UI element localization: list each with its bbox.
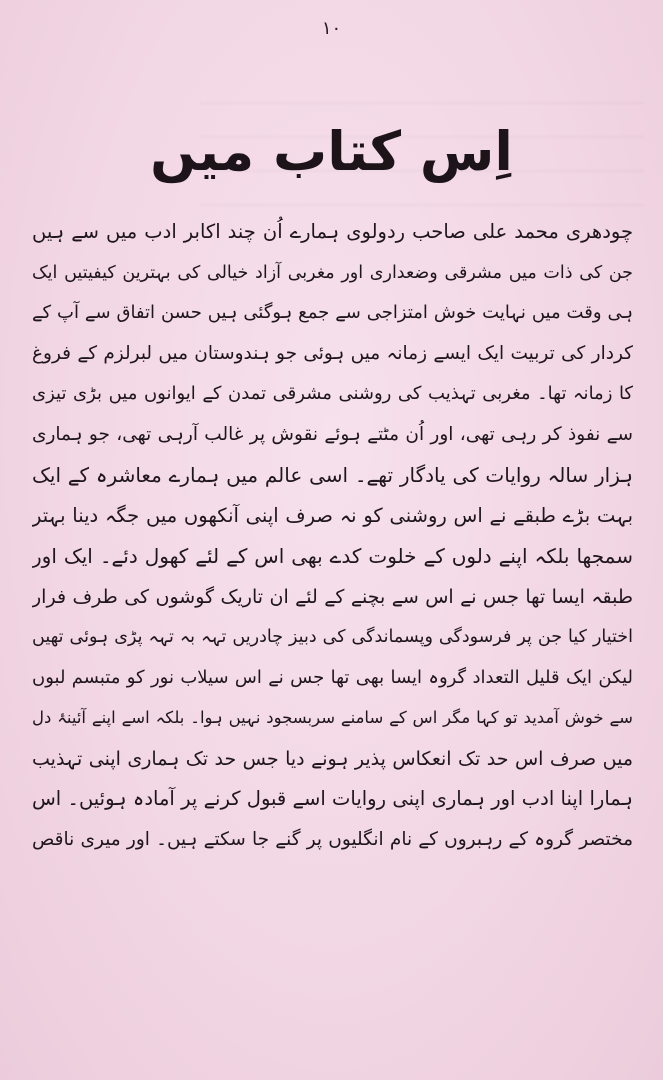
text-line: کا زمانہ تھا۔ مغربی تہذیب کی روشنی مشرقی تمدن کے ایوانوں میں بڑی تیزی <box>32 383 633 404</box>
text-line: لیکن ایک قلیل التعداد گروہ ایسا بھی تھا جس نے اس سیلاب نور کو متبسم لبوں <box>32 666 633 688</box>
text-line: سمجھا بلکہ اپنے دلوں کے خلوت کدے بھی اس کے لئے کھول دئے۔ ایک اور <box>32 544 633 568</box>
text-line: ہی وقت میں نہایت خوش امتزاجی سے جمع ہوگئی ہیں حسن اتفاق سے آپ کے <box>32 302 633 323</box>
page-title: اِس کتاب میں <box>150 120 513 183</box>
text-line: مختصر گروہ کے رہبروں کے نام انگلیوں پر گنے جا سکتے ہیں۔ اور میری ناقص <box>32 828 633 850</box>
text-line: میں صرف اس حد تک انعکاس پذیر ہونے دیا جس حد تک ہماری اپنی تہذیب <box>32 747 633 770</box>
text-line: طبقہ ایسا تھا جس نے اس سے بچنے کے لئے ان تاریک گوشوں کی طرف فرار <box>32 585 633 608</box>
body-paragraph <box>32 212 633 860</box>
text-line: ہمارا اپنا ادب اور ہماری اپنی روایات اسے قبول کرنے پر آمادہ ہوئیں۔ اس <box>32 787 633 810</box>
text-line: ہزار سالہ روایات کی یادگار تھے۔ اسی عالم میں ہمارے معاشرہ کے ایک <box>32 463 633 487</box>
text-line: بہت بڑے طبقے نے اس روشنی کو نہ صرف اپنی آنکھوں میں جگہ دینا بہتر <box>32 503 633 527</box>
text-line: چودھری محمد علی صاحب ردولوی ہمارے اُن چند اکابر ادب میں سے ہیں <box>32 220 633 243</box>
page-number: ۱۰ <box>321 18 342 39</box>
text-line: سے نفوذ کر رہی تھی، اور اُن مٹتے ہوئے نقوش پر غالب آرہی تھی، جو ہماری <box>32 423 633 445</box>
text-line: کردار کی تربیت ایک ایسے زمانہ میں ہوئی جو ہندوستان میں لبرلزم کے فروغ <box>32 342 633 364</box>
text-line: اختیار کیا جن پر فرسودگی وپسماندگی کی دبیز چادریں تہہ بہ تہہ پڑی ہوئی تھیں <box>32 627 633 647</box>
text-line: سے خوش آمدید تو کہا مگر اس کے سامنے سربسجود نہیں ہوا۔ بلکہ اسے اپنے آئینۂ دل <box>32 708 633 727</box>
text-line: جن کی ذات میں مشرقی وضعداری اور مغربی آزاد خیالی کی بہترین کیفیتیں ایک <box>32 262 633 283</box>
